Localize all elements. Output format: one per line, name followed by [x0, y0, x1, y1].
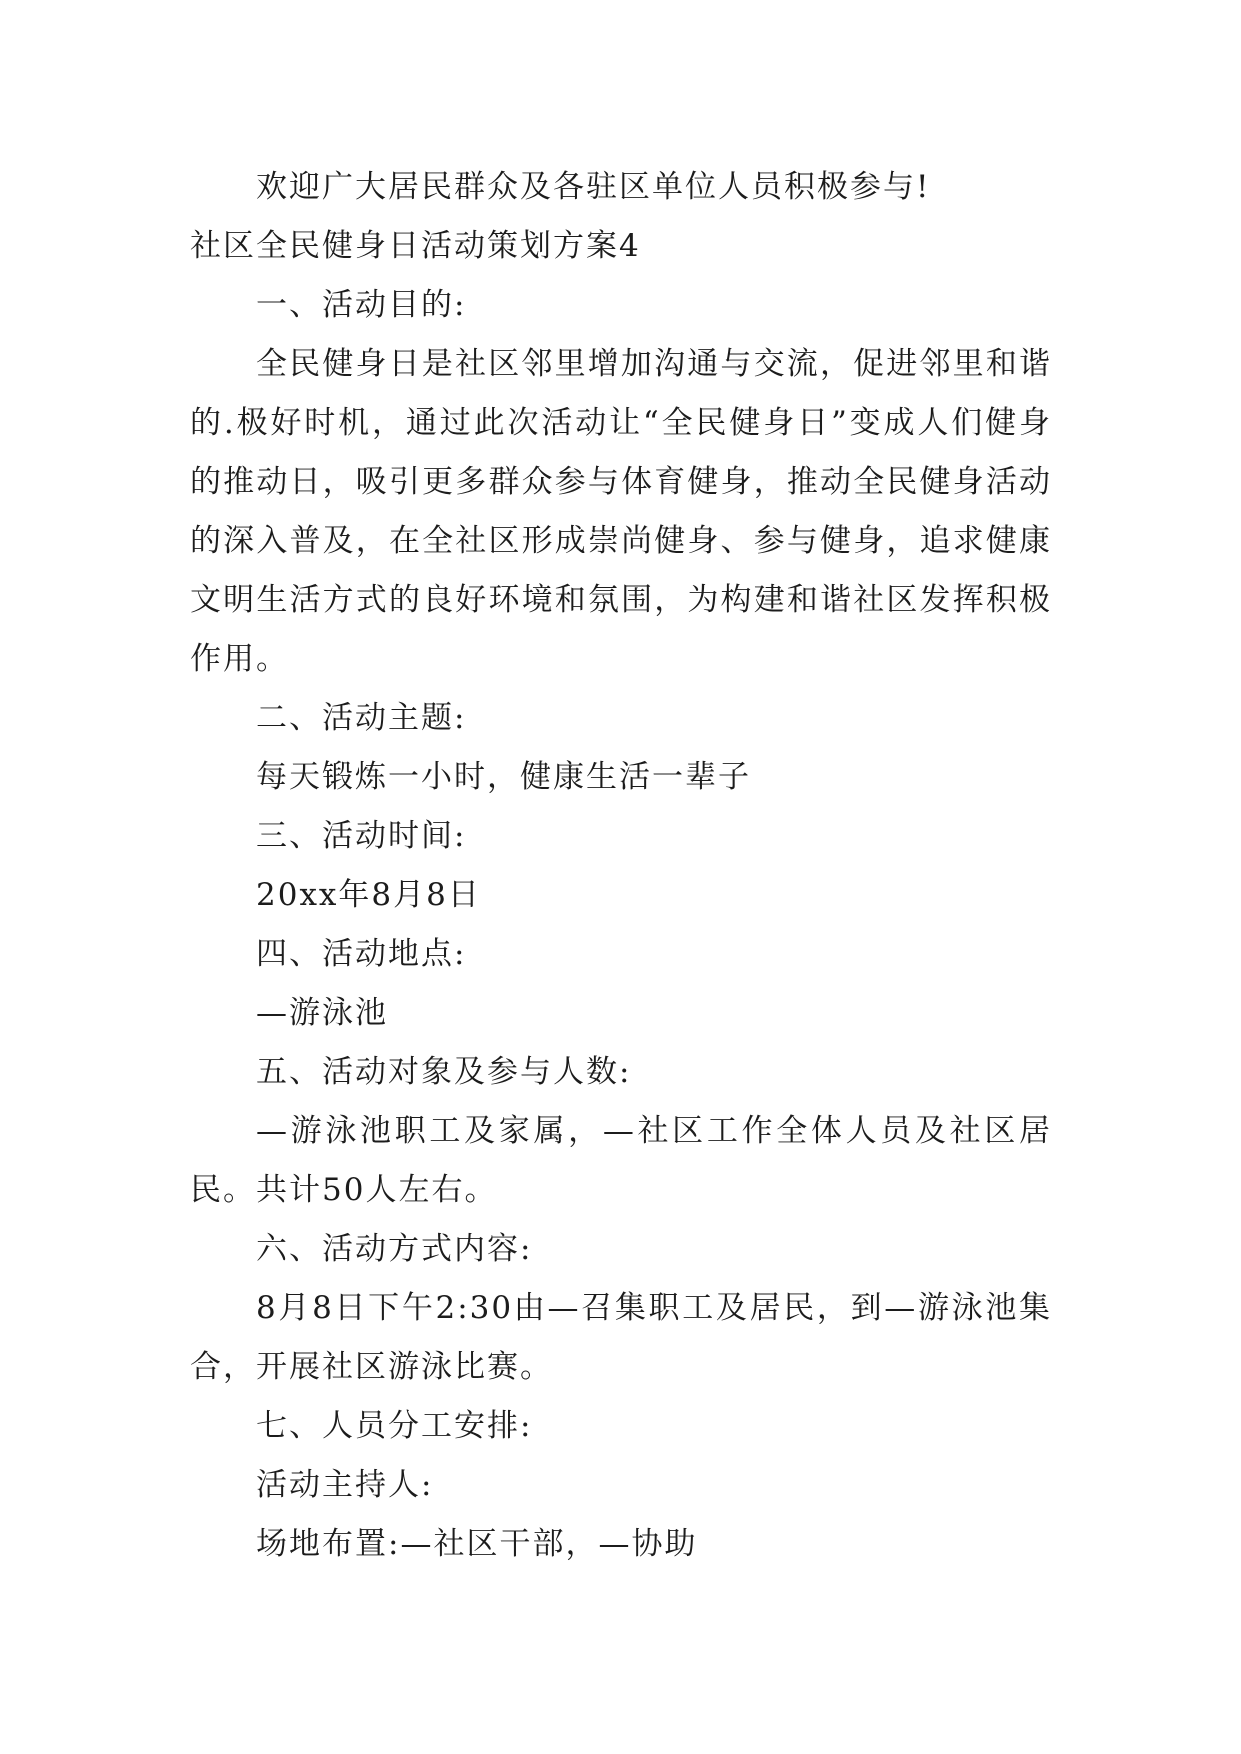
section-title: 社区全民健身日活动策划方案4	[190, 228, 641, 264]
heading-time: 三、活动时间:	[256, 818, 467, 854]
method-paragraph: 8月8日下午2:30由—召集职工及居民，到—游泳池集合，开展社区游泳比赛。	[190, 1290, 1052, 1385]
heading-location: 四、活动地点:	[256, 936, 467, 972]
location-paragraph: —游泳池	[256, 995, 388, 1031]
heading-method: 六、活动方式内容:	[256, 1231, 533, 1267]
heading-purpose: 一、活动目的:	[256, 287, 467, 323]
heading-participants: 五、活动对象及参与人数:	[256, 1054, 632, 1090]
theme-paragraph: 每天锻炼一小时，健康生活一辈子	[256, 759, 751, 795]
document-body	[190, 158, 1052, 1574]
heading-theme: 二、活动主题:	[256, 700, 467, 736]
welcome-paragraph: 欢迎广大居民群众及各驻区单位人员积极参与!	[256, 169, 931, 205]
purpose-paragraph: 全民健身日是社区邻里增加沟通与交流，促进邻里和谐的.极好时机，通过此次活动让“全民健身日”变成人们健身的推动日，吸引更多群众参与体育健身，推动全民健身活动的深入普及，在全社区形成崇尚健身、参与健身，追求健康文明生活方式的良好环境和氛围，为构建和谐社区发挥积极作用。	[190, 346, 1052, 677]
heading-staffing: 七、人员分工安排:	[256, 1408, 533, 1444]
time-paragraph: 20xx年8月8日	[256, 877, 481, 913]
venue-setup-paragraph: 场地布置:—社区干部，—协助	[256, 1526, 698, 1562]
participants-paragraph: —游泳池职工及家属，—社区工作全体人员及社区居民。共计50人左右。	[190, 1113, 1052, 1208]
host-paragraph: 活动主持人:	[256, 1467, 434, 1503]
